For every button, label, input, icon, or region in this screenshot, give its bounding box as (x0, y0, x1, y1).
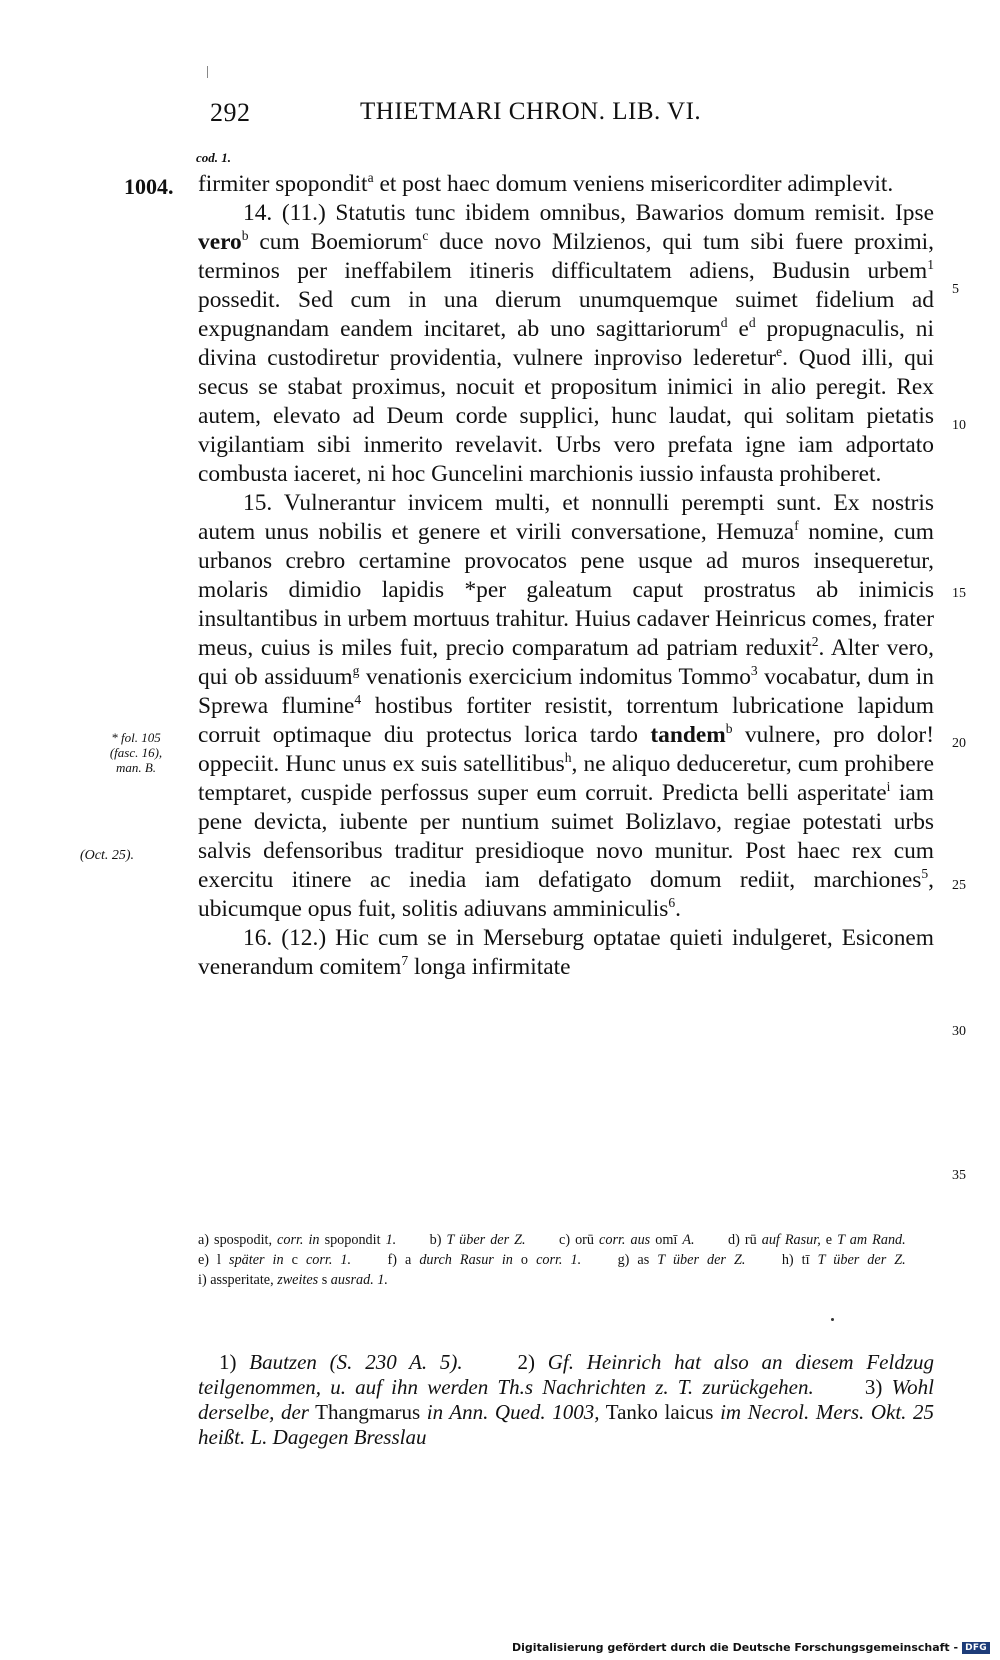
text-run: iam pene devicta, iubente per nuntium suimet Bolizlavo, regiae potestati urbs salvis defensoribus traditur presidioque novo munitur. Post haec rex cum exercitu itinere ac inedia iam defatigato domum rediit, marchiones (198, 780, 934, 893)
text-run: et post haec domum veniens misericorditer adimplevit. (373, 171, 894, 197)
footnote-mark: 7 (401, 953, 409, 969)
apparatus-entry: e) l später in c corr. 1. (198, 1252, 352, 1268)
text-run: vulnere, pro dolor! oppeciit. Hunc unus ex suis satellitibus (198, 722, 935, 777)
line-number: 35 (952, 1168, 966, 1183)
footnote-mark: a (367, 170, 374, 186)
page-number: 292 (210, 98, 251, 127)
apparatus-entry: c) orū corr. aus omī A. (559, 1232, 695, 1248)
dfg-logo-icon: DFG (962, 1642, 990, 1654)
main-text (198, 170, 934, 982)
footnote-mark: 5 (921, 866, 929, 882)
text-run: propugnaculis, ni divina custodiretur providentia, vulnere inproviso lederetur (198, 316, 934, 371)
footnote-mark: c (422, 228, 429, 244)
footnote-mark: 4 (354, 692, 362, 708)
text-run: duce novo Milzienos, qui tum sibi fuere proximi, terminos per ineffabilem itineris difficultatem adiens, Budusin urbem (198, 229, 935, 284)
paragraph-opening (198, 170, 934, 199)
text-run: possedit. Sed cum in una dierum unumquemque suimet fidelium ad expugnandam eandem incitaret, ab uno sagittariorum (198, 287, 934, 342)
line-number: 5 (952, 282, 959, 297)
footnote-mark: d (720, 315, 728, 331)
text-run: longa infirmitate (408, 954, 571, 980)
text-run: venationis exercicium indomitus Tommo (359, 664, 751, 690)
folio-line: man. B. (115, 760, 157, 775)
codex-note: cod. 1. (196, 150, 232, 165)
text-run-bold: tandem (650, 722, 726, 748)
footnote-mark: b (241, 228, 249, 244)
margin-date: (Oct. 25). (80, 848, 135, 863)
line-number: 30 (952, 1024, 966, 1039)
margin-folio-note (84, 730, 188, 775)
text-run: . Quod illi, qui secus se stabat proximus, nocuit et propositum inimici in alio peregit. Rex autem, elevato ad Deum corde supplici, hunc laudat, qui solitam pietatis vigilantiam sibi inmerito revelavit. Urbs vero prefata igne iam adportato combusta iaceret, ni hoc Guncelini marchionis iussio infausta prohiberet. (198, 345, 934, 487)
apparatus-entry: d) rū auf Rasur, e T am Rand. (728, 1232, 906, 1248)
text-run: 15. Vulnerantur invicem multi, et nonnulli perempti sunt. Ex nostris autem unus nobilis et genere et virili conversatione, Hemuza (198, 490, 934, 545)
line-number: 20 (952, 736, 966, 751)
footnote-mark: i (886, 779, 891, 795)
paragraph-16 (198, 924, 934, 982)
text-run: nomine, cum urbanos crebro certamine provocatos pene usque ad muros insequeretur, molaris dimidio lapidis *per galeatum caput prostratus ab inimicis insultantibus in urbem mortuus trahitur. Huius cadaver Heinricus comes, frater meus, cuius is miles fuit, precio comparatum ad patriam reduxit (198, 519, 934, 661)
folio-line: * fol. 105 (111, 730, 161, 745)
speck (831, 1318, 834, 1321)
text-run: , ne aliquo deduceretur, cum prohibere temptaret, cuspide perfossus super eum corruit. Predicta belli asperitate (198, 751, 934, 806)
footnote-mark: e (776, 344, 783, 360)
apparatus-entry: i) assperitate, zweites s ausrad. 1. (198, 1272, 388, 1288)
explanatory-notes (198, 1350, 934, 1450)
text-run: hostibus fortiter resistit, torrentum lubricatione lapidum corruit optimaque diu protectus lorica tardo (198, 693, 935, 748)
paragraph-14 (198, 199, 934, 489)
credit-text: Digitalisierung gefördert durch die Deutsche Forschungsgemeinschaft - (512, 1641, 959, 1654)
digitization-credit (512, 1641, 990, 1654)
footnote-mark: 1 (927, 257, 934, 273)
paragraph-15 (198, 489, 934, 924)
margin-year: 1004. (124, 174, 174, 199)
note-3: 3) Wohl derselbe, der Thangmarus in Ann. Qued. 1003, Tanko laicus im Necrol. Mers. Okt. 25 heißt. L. Dagegen Bresslau (198, 1375, 935, 1449)
text-run: . (675, 896, 682, 922)
footnote-mark: 2 (811, 634, 819, 650)
critical-apparatus (198, 1230, 934, 1290)
text-run: 16. (12.) Hic cum se in Merseburg optatae quieti indulgeret, Esiconem venerandum comitem (198, 925, 934, 980)
footnote-mark: h (564, 750, 572, 766)
scan-mark (207, 66, 208, 78)
line-number: 15 (952, 586, 966, 601)
footnote-mark: 6 (668, 895, 676, 911)
apparatus-entry: f) a durch Rasur in o corr. 1. (387, 1252, 582, 1268)
running-title: THIETMARI CHRON. LIB. VI. (360, 98, 702, 125)
footnote-mark: g (352, 663, 360, 679)
note-1: 1) Bautzen (S. 230 A. 5). (219, 1350, 463, 1374)
apparatus-entry: b) T über der Z. (429, 1232, 526, 1248)
line-number: 25 (952, 878, 966, 893)
folio-line: (fasc. 16), (109, 745, 163, 760)
footnote-mark: 3 (750, 663, 758, 679)
footnote-mark: b (725, 721, 733, 737)
line-number: 10 (952, 418, 966, 433)
text-run: , ubicumque opus fuit, solitis adiuvans amminiculis (198, 867, 934, 922)
text-run: . Alter vero, qui ob assiduum (198, 635, 935, 690)
text-run: e (727, 316, 749, 342)
footnote-mark: f (794, 518, 799, 534)
text-run-bold: vero (198, 229, 242, 255)
note-2: 2) Gf. Heinrich hat also an diesem Feldzug teilgenommen, u. auf ihn werden Th.s Nachrichten z. T. zurückgehen. (198, 1350, 934, 1399)
text-run: vocabatur, dum in Sprewa flumine (198, 664, 934, 719)
apparatus-entry: g) as T über der Z. (617, 1252, 746, 1268)
text-run: cum Boemiorum (248, 229, 423, 255)
text-run: 14. (11.) Statutis tunc ibidem omnibus, Bawarios domum remisit. Ipse (243, 200, 934, 226)
apparatus-entry: a) spospodit, corr. in spopondit 1. (198, 1232, 397, 1248)
apparatus-entry: h) tī T über der Z. (781, 1252, 906, 1268)
text-run: firmiter spopondit (198, 171, 368, 197)
footnote-mark: d (748, 315, 756, 331)
